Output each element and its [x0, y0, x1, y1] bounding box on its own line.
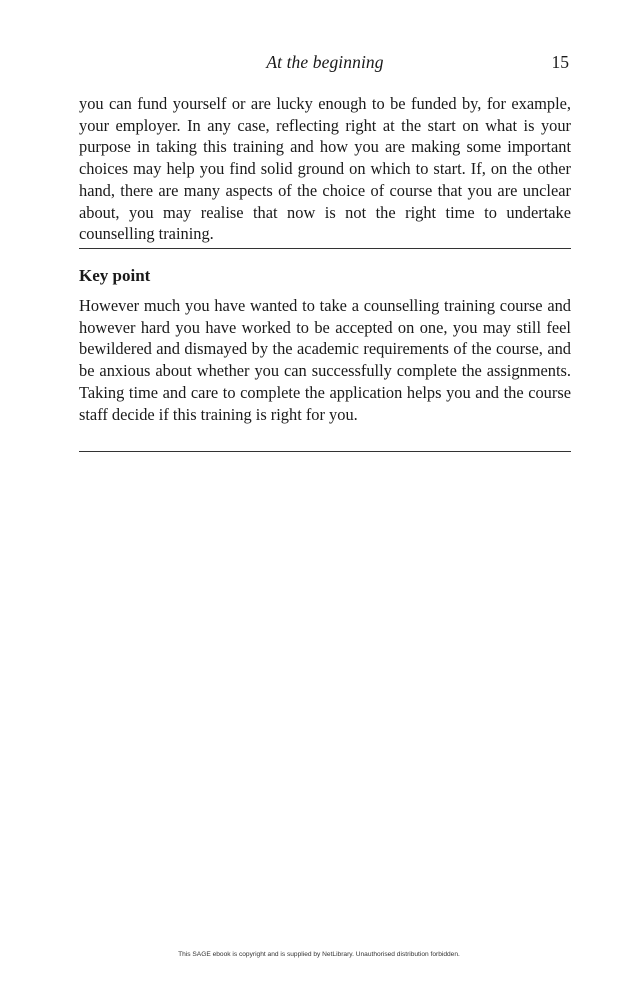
running-title: At the beginning	[266, 52, 384, 72]
page-number: 15	[551, 52, 569, 72]
key-point-heading: Key point	[79, 266, 151, 285]
running-head	[79, 52, 571, 76]
body-paragraph: you can fund yourself or are lucky enough to be funded by, for example, your employer. In any case, reflecting right at the start on what is your purpose in taking this training and how you are making some important choices may help you find solid ground on which to start. If, on the other hand, there are many aspects of the choice of course that you are unclear about, you may realise that now is not the right time to undertake counselling training.	[79, 94, 571, 244]
key-point-bottom-rule	[79, 451, 571, 452]
key-point-top-rule	[79, 248, 571, 249]
copyright-notice: This SAGE ebook is copyright and is supplied by NetLibrary. Unauthorised distribution forbidden.	[178, 951, 460, 958]
key-point-text: However much you have wanted to take a counselling training course and however hard you have worked to be accepted on one, you may still feel bewildered and dismayed by the academic requirements of the course, and be anxious about whether you can successfully complete the assignments. Taking time and care to complete the application helps you and the course staff decide if this training is right for you.	[79, 296, 571, 424]
